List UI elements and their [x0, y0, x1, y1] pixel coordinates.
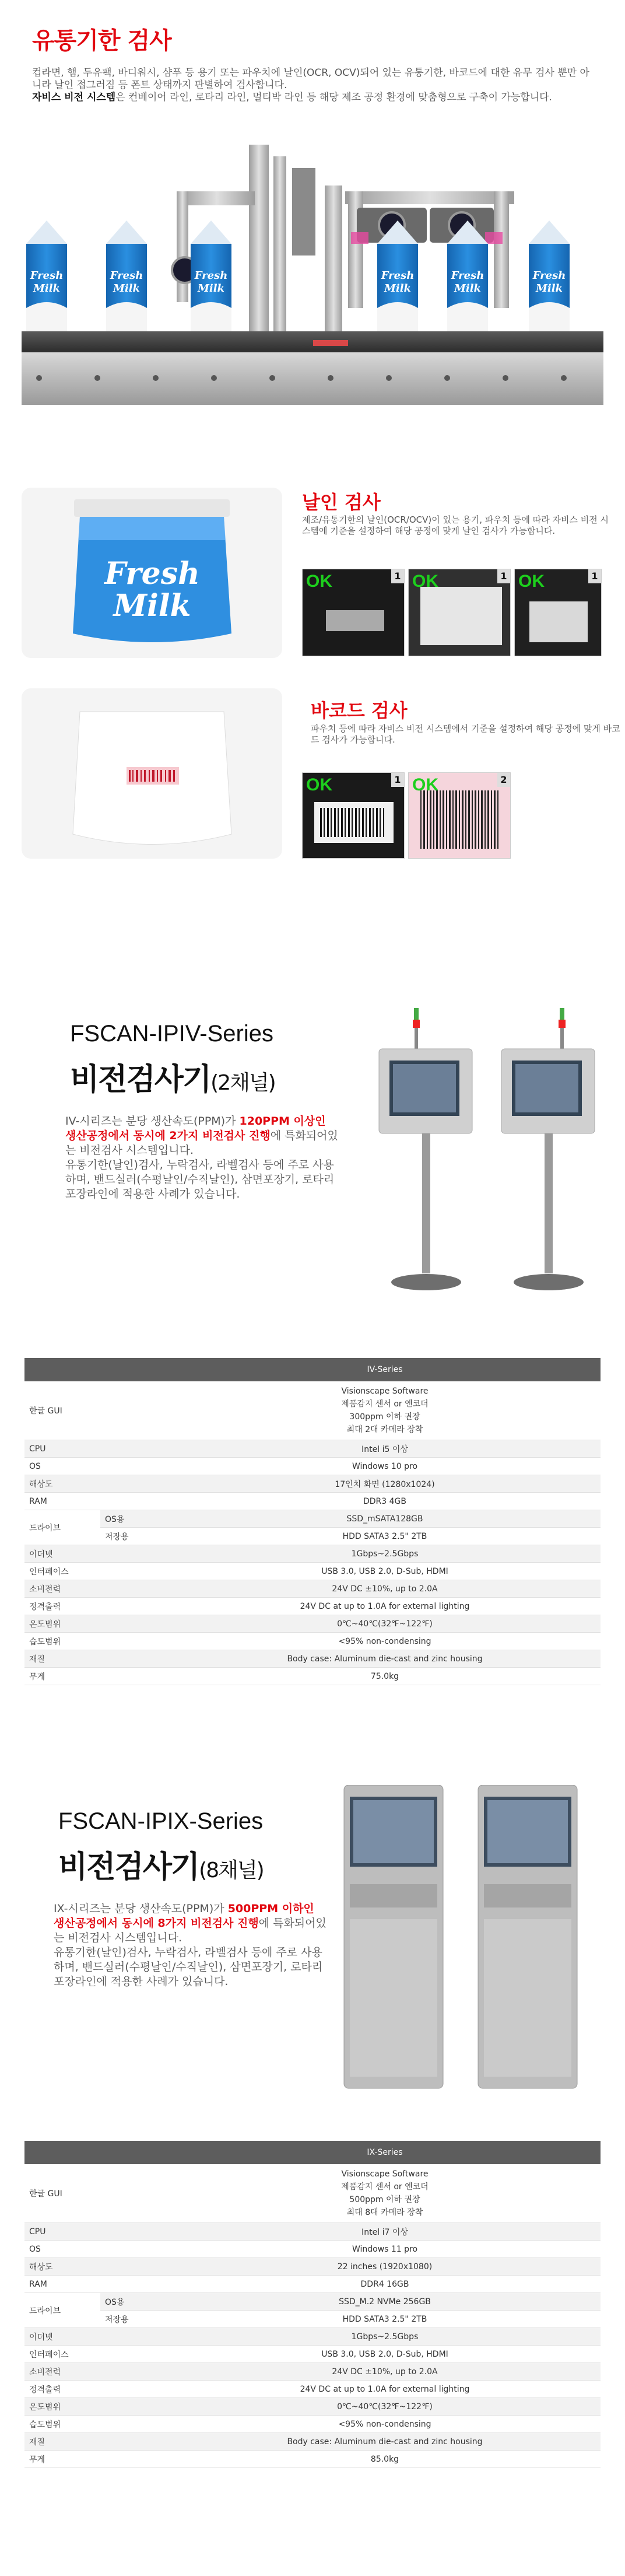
svg-text:Fresh: Fresh [381, 270, 415, 282]
date-sample-2: OK 1 [408, 569, 511, 656]
svg-text:Milk: Milk [113, 588, 191, 624]
svg-text:Fresh: Fresh [194, 270, 228, 282]
barcode-inspection-desc: 파우치 등에 따라 자비스 비전 시스템에서 기준을 설정하여 해당 공정에 맞게 바코드 검사가 가능합니다. [311, 723, 620, 745]
ix-product-title: 비전검사기(8채널) [58, 1850, 264, 1885]
ix-model-name: FSCAN-IPIX-Series [58, 1808, 264, 1834]
date-inspection-title: 날인 검사 [302, 491, 381, 513]
ix-table-header: IX-Series [169, 2141, 601, 2164]
date-inspection-desc: 제조/유통기한의 날인(OCR/OCV)이 있는 용기, 파우치 등에 따라 자비스 비전 시스템에 기준을 설정하여 해당 공정에 맞게 날인 검사가 가능합니다. [302, 514, 609, 536]
svg-text:Milk: Milk [454, 282, 482, 295]
ix-gui-spec: Visionscape Software 제품감지 센서 or 엔코더 500ppm 이하 권장 최대 8대 카메라 장착 [169, 2164, 601, 2223]
intro-line-2: 자비스 비전 시스템은 컨베이어 라인, 로타리 라인, 멀티박 라인 등 해당 제조 공정 환경에 맞춤형으로 구축이 가능합니다. [32, 92, 552, 103]
ix-machine-illustration [332, 1785, 595, 2100]
iv-model-name: FSCAN-IPIV-Series [70, 1021, 273, 1046]
svg-text:Milk: Milk [33, 282, 61, 295]
gantry-pillar-left [249, 145, 269, 349]
iv-spec-table: IV-Series 한글 GUI Visionscape Software 제품감지 센서 or 엔코더 300ppm 이하 권장 최대 2대 카메라 장착 CPU Intel i5 이상 OS Windows 10 pro 해상도 17인치 화면 (1280x1024) RAM DDR3 4GB 드라이브 OS용 SSD_mSATA128GB 저장용 HDD SATA3 2.5" 2TB 이더넷 1Gbps~2.5Gbps 인터페이스 USB 3.0, USB 2.0, D-Sub, HDMI 소비전력 24V DC ±10%, up to 2.0A 정격출력 24V DC at up to 1.0A for external lighting 온도범위 0℃~40℃(32℉~122℉) 습도범위 <95% non-condensing 재질 Body case: Aluminum die-cast and zinc housing 무게 75.0kg [24, 1358, 601, 1685]
date-sample-1: OK 1 [302, 569, 405, 656]
iv-gui-spec: Visionscape Software 제품감지 센서 or 엔코더 300ppm 이하 권장 최대 2대 카메라 장착 [169, 1381, 601, 1440]
barcode-sample-2: OK 2 [408, 772, 511, 859]
intro-description [32, 67, 592, 104]
conveyor-inspection-illustration [22, 145, 603, 407]
conveyor-belt [22, 331, 603, 352]
svg-text:Fresh: Fresh [30, 270, 64, 282]
iv-product-title: 비전검사기(2채널) [70, 1062, 275, 1097]
svg-text:Fresh: Fresh [110, 270, 143, 282]
svg-text:Milk: Milk [113, 282, 141, 295]
intro-line-1: 컵라면, 햄, 두유팩, 바디워시, 샴푸 등 용기 또는 파우치에 날인(OCR, OCV)되어 있는 유통기한, 바코드에 대한 유무 검사 뿐만 아니라 날인 접그러짐 등 폰트 상태까지 판별하여 검사합니다. [32, 67, 589, 91]
svg-text:Fresh: Fresh [532, 270, 566, 282]
iv-machine-illustration [373, 1008, 606, 1300]
svg-text:Milk: Milk [384, 282, 412, 295]
svg-text:Milk: Milk [197, 282, 225, 295]
barcode-pouch-illustration [22, 688, 282, 859]
barcode-inspection-title: 바코드 검사 [311, 699, 408, 722]
svg-text:Fresh: Fresh [104, 556, 200, 592]
ix-description: IX-시리즈는 분당 생산속도(PPM)가 500PPM 이하인 생산공정에서 동시에 8가지 비전검사 진행에 특화되어있는 비전검사 시스템입니다. 유통기한(날인)검사, 누락검사, 라벨검사 등에 주로 사용하며, 밴드실러(수평날인/수직날인), 삼면포장기, 로타리 포장라인에 적용한 사례가 있습니다. [54, 1902, 326, 1988]
svg-text:Fresh: Fresh [451, 270, 484, 282]
pouch-image-card [22, 488, 282, 658]
iv-description: IV-시리즈는 분당 생산속도(PPM)가 120PPM 이상인 생산공정에서 동시에 2가지 비전검사 진행에 특화되어있는 비전검사 시스템입니다. 유통기한(날인)검사, 누락검사, 라벨검사 등에 주로 사용하며, 밴드실러(수평날인/수직날인), 삼면포장기, 로타리 포장라인에 적용한 사례가 있습니다. [65, 1115, 338, 1200]
barcode-sample-1: OK 1 [302, 772, 405, 859]
barcode-pouch-card [22, 688, 282, 859]
iv-table-header: IV-Series [169, 1358, 601, 1381]
jarvis-vision-highlight: 자비스 비전 시스템 [32, 92, 116, 103]
page-title: 유통기한 검사 [32, 27, 171, 54]
svg-text:Milk: Milk [535, 282, 563, 295]
date-sample-3: OK 1 [514, 569, 602, 656]
ix-spec-table: IX-Series 한글 GUI Visionscape Software 제품감지 센서 or 엔코더 500ppm 이하 권장 최대 8대 카메라 장착 CPU Intel i7 이상 OS Windows 11 pro 해상도 22 inches (1920x1080) RAM DDR4 16GB 드라이브 OS용 SSD_M.2 NVMe 256GB 저장용 HDD SATA3 2.5" 2TB 이더넷 1Gbps~2.5Gbps 인터페이스 USB 3.0, USB 2.0, D-Sub, HDMI 소비전력 24V DC ±10%, up to 2.0A 정격출력 24V DC at up to 1.0A for external lighting 온도범위 0℃~40℃(32℉~122℉) 습도범위 <95% non-condensing 재질 Body case: Aluminum die-cast and zinc housing 무게 85.0kg [24, 2141, 601, 2468]
milk-pouch-illustration [22, 488, 282, 658]
